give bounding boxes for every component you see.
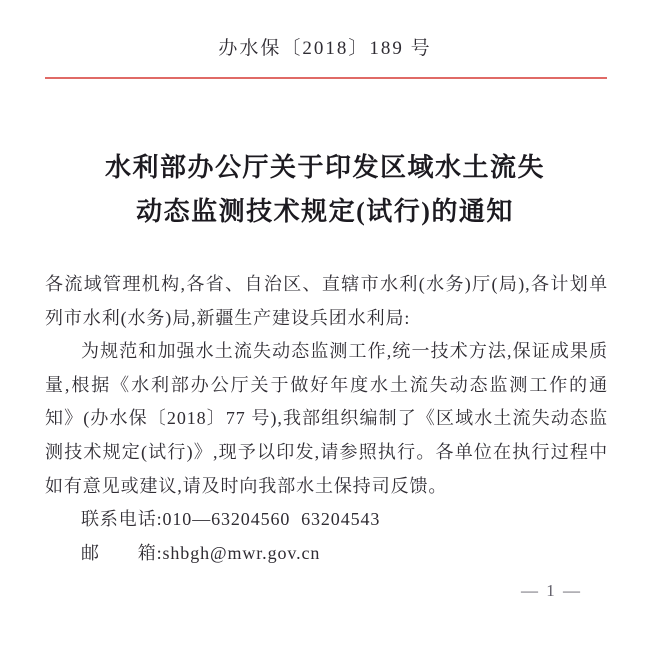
body-paragraph: 为规范和加强水土流失动态监测工作,统一技术方法,保证成果质量,根据《水利部办公厅关于做好年度水土流失动态监测工作的通知》(办水保〔2018〕77 号),我部组织编制了《区域水土流失动态监测技术规定(试行)》,现予以印发,请参照执行。各单位在执行过程中如有意见或建议,请及时向我部水土保持司反馈。 [45, 341, 608, 496]
contact-phone: 联系电话:010—63204560 63204543 [81, 509, 381, 530]
document-number: 办水保〔2018〕189 号 [218, 38, 432, 59]
notice-title [0, 146, 650, 234]
notice-body [45, 268, 608, 570]
notice-title-line-2: 动态监测技术规定(试行)的通知 [136, 197, 514, 226]
page-number: — 1 — [521, 581, 582, 600]
red-separator-line [45, 77, 607, 79]
recipients-paragraph: 各流域管理机构,各省、自治区、直辖市水利(水务)厅(局),各计划单列市水利(水务)局,新疆生产建设兵团水利局: [45, 274, 608, 328]
notice-title-line-1: 水利部办公厅关于印发区域水土流失 [104, 153, 545, 182]
contact-email: 邮 箱:shbgh@mwr.gov.cn [81, 542, 321, 563]
